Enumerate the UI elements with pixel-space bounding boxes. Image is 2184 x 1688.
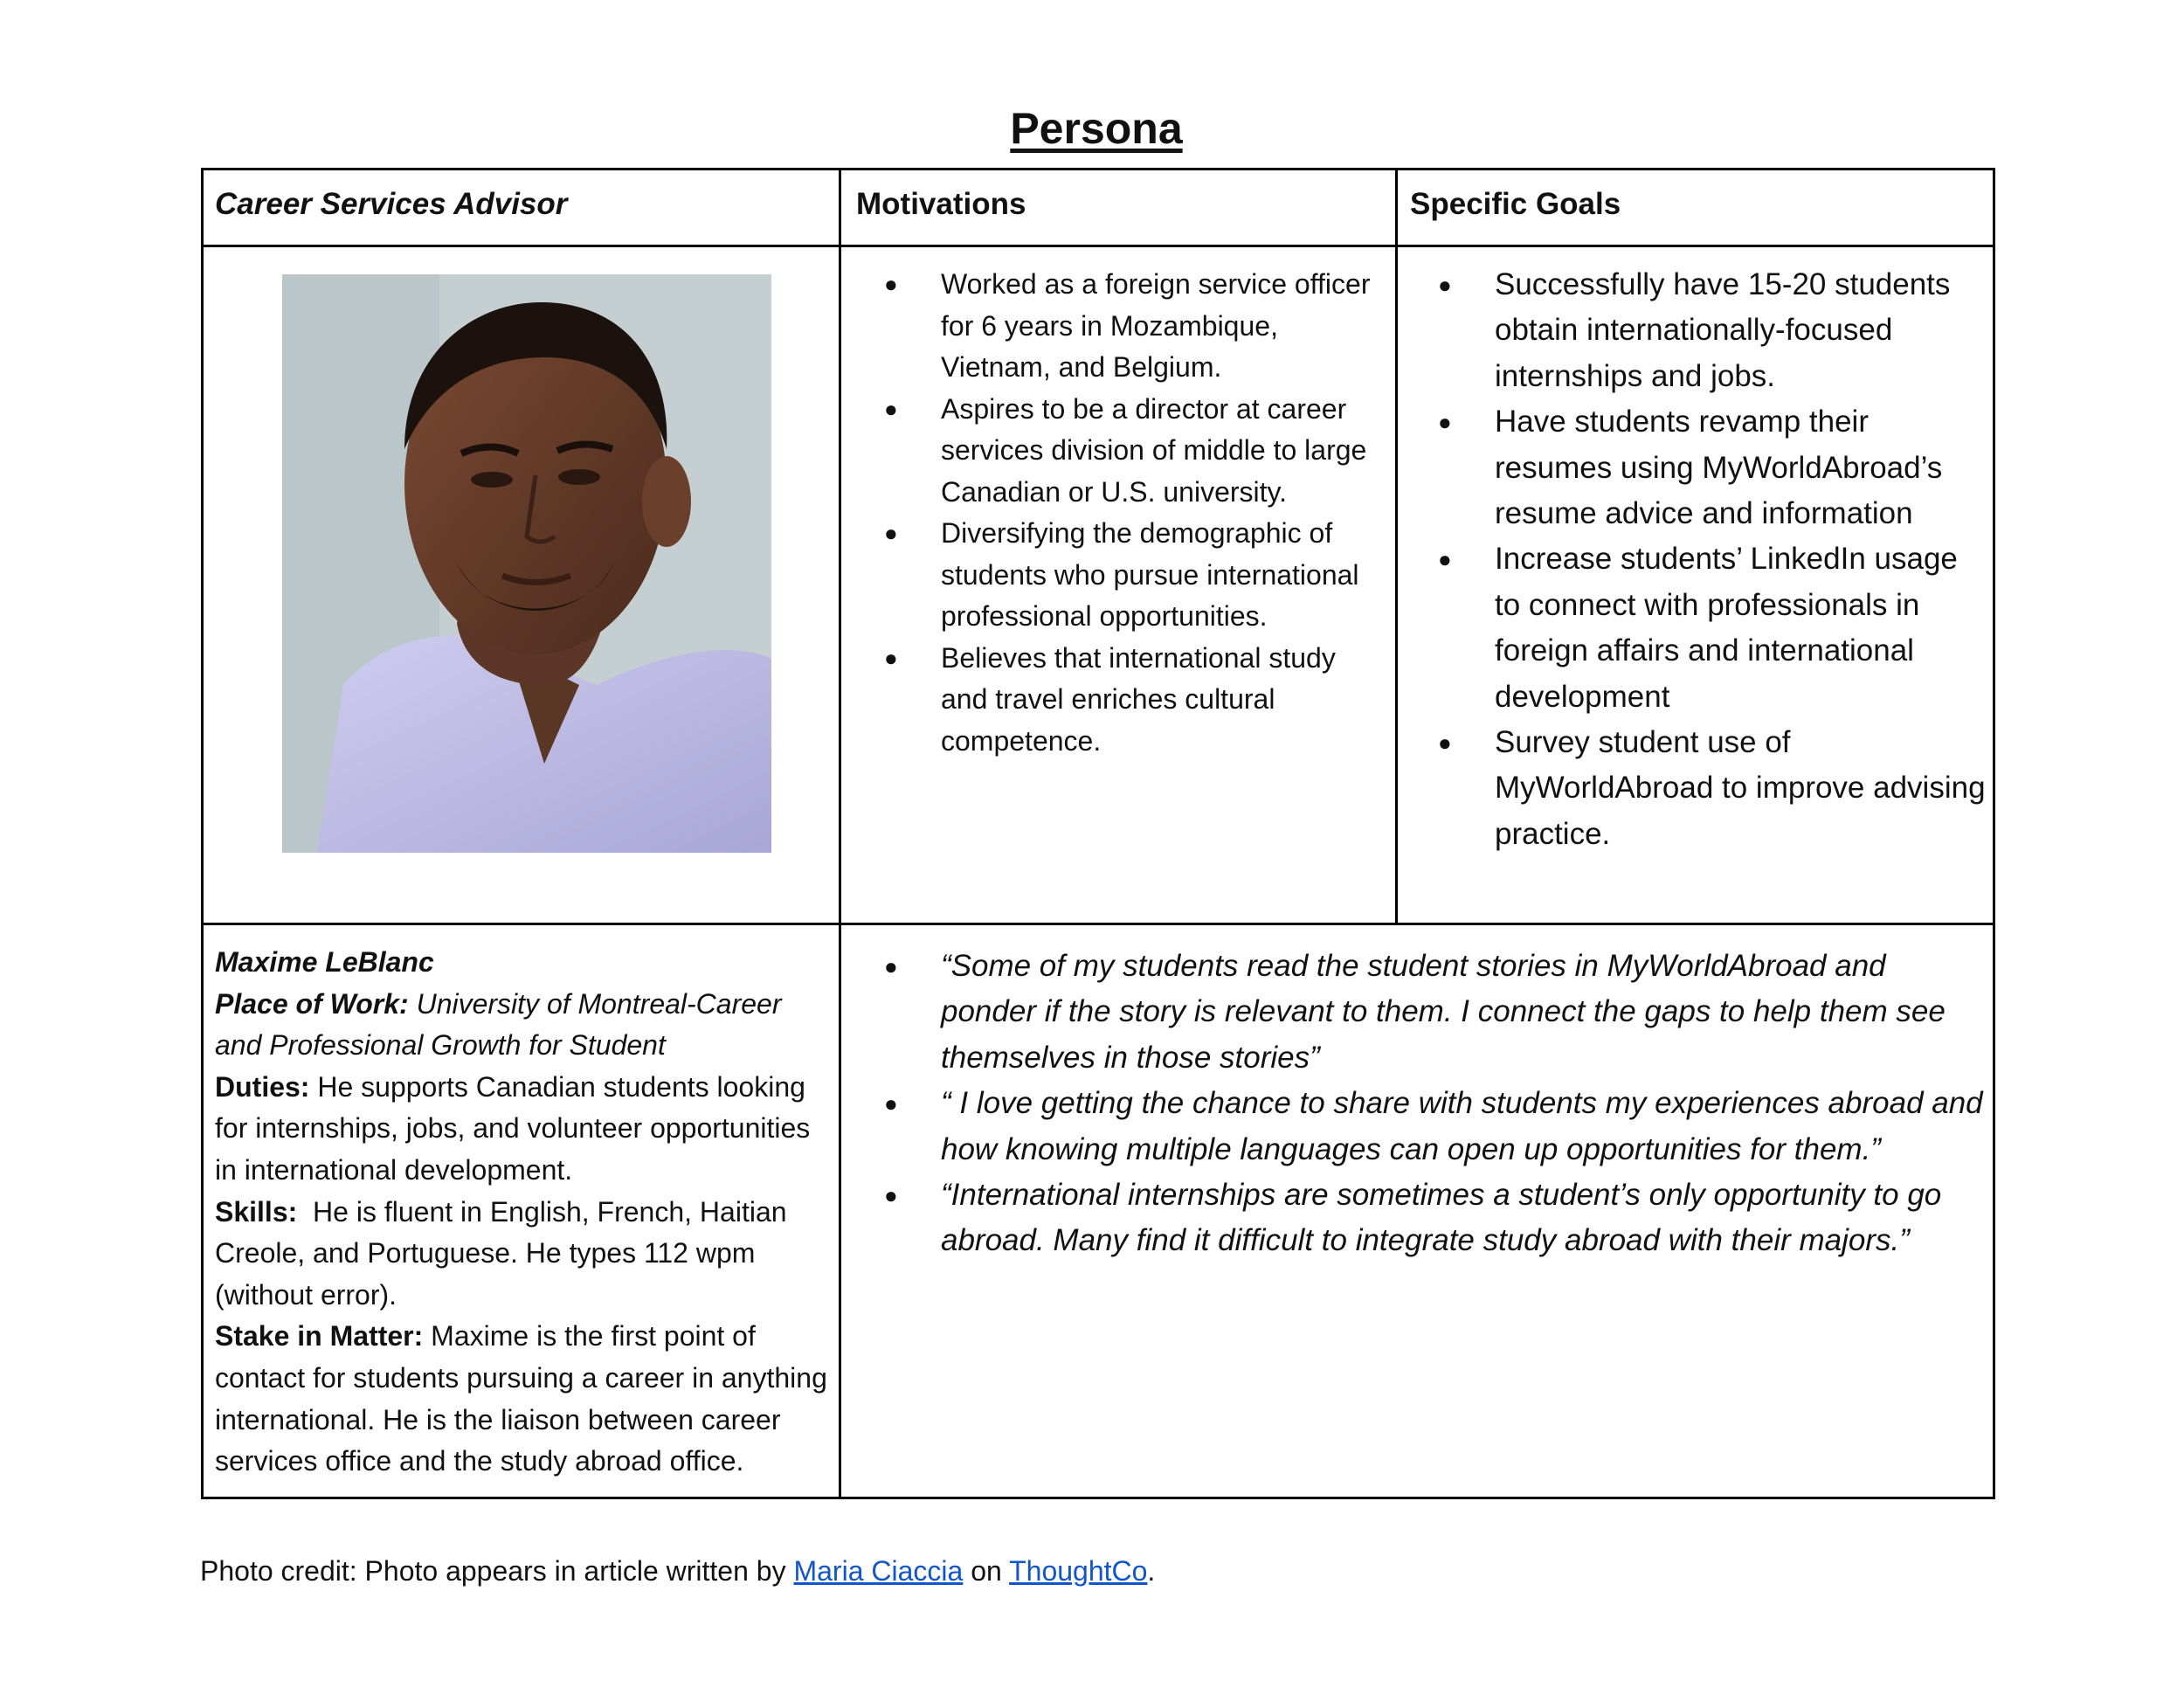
list-item: ● Successfully have 15-20 students obtain internationally-focused internships and jobs.: [1438, 262, 1988, 399]
credit-middle: on: [971, 1555, 1002, 1587]
duties-value: He supports Canadian students looking for internships, jobs, and volunteer opportunities in international development.: [215, 1070, 811, 1186]
author-link[interactable]: Maria Ciaccia: [793, 1555, 964, 1587]
list-item: ● Aspires to be a director at career services division of middle to large Canadian or U.S. university.: [884, 389, 1382, 514]
list-item: ● “International internships are sometimes a student’s only opportunity to go abroad. Many find it difficult to integrate study abroad with their majors.”: [884, 1173, 1987, 1264]
stake-value: Maxime is the first point of contact for students pursuing a career in anything international. He is the liaison between career services office and the study abroad office.: [215, 1320, 827, 1477]
motivations-cell: [884, 264, 1382, 762]
list-item: ● Diversifying the demographic of students who pursue international professional opportunities.: [884, 513, 1382, 638]
list-item: ● Have students revamp their resumes using MyWorldAbroad’s resume advice and information: [1438, 399, 1988, 536]
list-item: ● Survey student use of MyWorldAbroad to improve advising practice.: [1438, 720, 1988, 857]
quotes-list: [884, 944, 1987, 1264]
persona-photo: [282, 274, 771, 853]
table-border-top: [201, 168, 1995, 170]
list-item: ● “ I love getting the chance to share with students my experiences abroad and how knowing multiple languages can open up opportunities for them.”: [884, 1081, 1987, 1173]
photo-credit: [200, 1555, 1155, 1588]
persona-name: Maxime LeBlanc: [215, 946, 434, 978]
list-item: ● Increase students’ LinkedIn usage to connect with professionals in foreign affairs and international development: [1438, 536, 1988, 720]
goals-cell: [1438, 262, 1988, 857]
site-link[interactable]: ThoughtCo: [1009, 1555, 1148, 1587]
list-item: ● “Some of my students read the student stories in MyWorldAbroad and ponder if the story is relevant to them. I connect the gaps to help them see themselves in those stories”: [884, 944, 1987, 1081]
table-divider: [839, 168, 841, 1499]
profile-cell: [215, 942, 832, 1483]
table-border-right: [1993, 168, 1995, 1499]
goals-list: [1438, 262, 1988, 857]
list-item: ● Believes that international study and travel enriches cultural competence.: [884, 638, 1382, 763]
duties-label: Duties:: [215, 1070, 310, 1103]
table-border-bottom: [201, 1497, 1995, 1499]
place-of-work-label: Place of Work:: [215, 987, 409, 1020]
list-item: ● Worked as a foreign service officer for 6 years in Mozambique, Vietnam, and Belgium.: [884, 264, 1382, 389]
credit-prefix: Photo credit: Photo appears in article written by: [200, 1555, 786, 1587]
persona-table: [201, 168, 1995, 1499]
quotes-cell: [884, 944, 1987, 1264]
table-divider: [201, 245, 1995, 247]
header-motivations: Motivations: [856, 187, 1026, 221]
page-title: Persona: [1010, 104, 1183, 153]
table-border-left: [201, 168, 204, 1499]
place-of-work-value: University of Montreal-Career and Professional Growth for Student: [215, 987, 782, 1062]
header-role: Career Services Advisor: [215, 187, 568, 221]
table-divider: [201, 923, 1995, 925]
skills-value: He is fluent in English, French, Haitian Creole, and Portuguese. He types 112 wpm (without error).: [215, 1195, 787, 1311]
stake-label: Stake in Matter:: [215, 1320, 424, 1352]
table-divider: [1395, 168, 1398, 924]
header-specific-goals: Specific Goals: [1410, 187, 1621, 221]
credit-suffix: .: [1147, 1555, 1156, 1587]
portrait-image: [282, 274, 771, 853]
motivations-list: [884, 264, 1382, 762]
skills-label: Skills:: [215, 1195, 298, 1228]
